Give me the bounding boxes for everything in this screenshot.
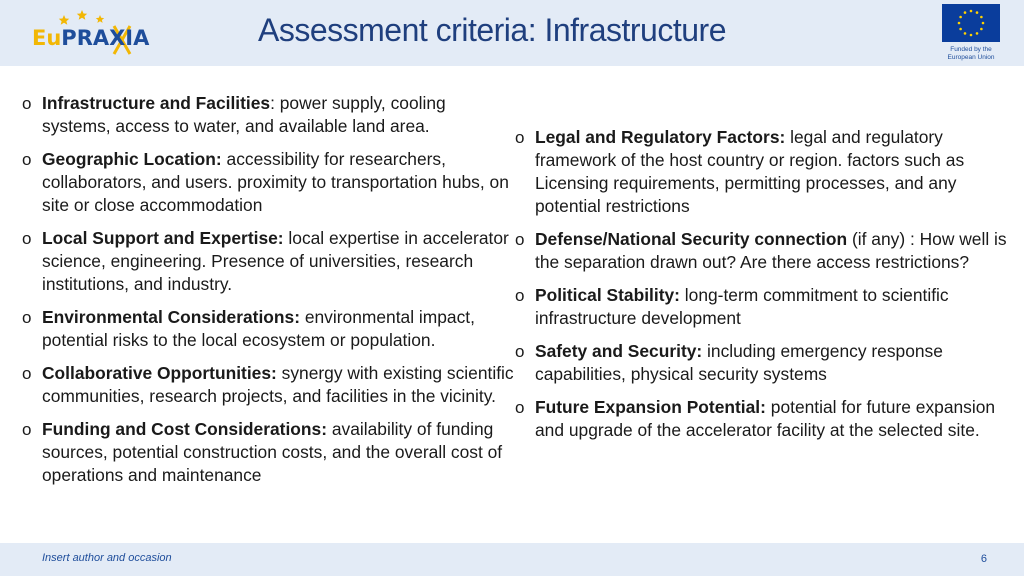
left-criteria-list [22, 92, 517, 487]
eu-star-icon [982, 22, 985, 25]
criteria-item [515, 340, 1015, 386]
eu-star-icon [959, 16, 962, 19]
criteria-item [22, 306, 517, 352]
eu-star-icon [958, 22, 961, 25]
criteria-label: Political Stability: [535, 285, 680, 305]
right-criteria-column [515, 126, 1015, 452]
page-number: 6 [980, 553, 987, 565]
criteria-item [515, 228, 1015, 274]
criteria-item [22, 362, 517, 408]
slide-footer [0, 543, 1024, 576]
criteria-label: Legal and Regulatory Factors: [535, 127, 786, 147]
criteria-description: (if any) : How well is the separation drawn out? Are there access restrictions? [535, 229, 1007, 272]
criteria-item [515, 284, 1015, 330]
eu-star-icon [976, 32, 979, 35]
footer-author-occasion: Insert author and occasion [42, 552, 172, 564]
criteria-description: accessibility for researchers, collaborators, and users. proximity to transportation hubs, on site or close accommodation [42, 149, 509, 215]
criteria-item [515, 126, 1015, 218]
eu-flag-icon [942, 4, 1000, 42]
criteria-description: potential for future expansion and upgrade of the accelerator facility at the selected site. [535, 397, 996, 440]
criteria-description: : power supply, cooling systems, access to water, and available land area. [42, 93, 446, 136]
bullet-marker: o [22, 94, 32, 113]
bullet-marker: o [515, 286, 525, 305]
eupraxia-logo [30, 6, 165, 62]
criteria-label: Collaborative Opportunities: [42, 363, 277, 383]
right-criteria-list [515, 126, 1015, 442]
criteria-item [22, 227, 517, 296]
criteria-description: synergy with existing scientific communities, research projects, and facilities in the vicinity. [42, 363, 514, 406]
eu-star-icon [976, 11, 979, 14]
bullet-marker: o [515, 342, 525, 361]
eu-funding-badge [940, 4, 1002, 64]
eu-star-icon [980, 16, 983, 19]
criteria-description: local expertise in accelerator science, engineering. Presence of universities, research institutions, and industry. [42, 228, 509, 294]
criteria-label: Defense/National Security connection [535, 229, 848, 249]
criteria-description: environmental impact, potential risks to the local ecosystem or population. [42, 307, 475, 350]
criteria-item [22, 92, 517, 138]
eu-star-icon [970, 10, 973, 13]
criteria-label: Safety and Security: [535, 341, 703, 361]
criteria-description: including emergency response capabilities, physical security systems [535, 341, 943, 384]
criteria-label: Geographic Location: [42, 149, 222, 169]
bullet-marker: o [22, 420, 32, 439]
bullet-marker: o [22, 229, 32, 248]
criteria-description: legal and regulatory framework of the host country or region. factors such as Licensing requirements, permitting processes, and any potential restrictions [535, 127, 965, 216]
bullet-marker: o [22, 150, 32, 169]
slide-title: Assessment criteria: Infrastructure [258, 12, 726, 48]
eu-funding-caption: Funded by the European Union [947, 46, 995, 61]
criteria-label: Funding and Cost Considerations: [42, 419, 328, 439]
bullet-marker: o [22, 308, 32, 327]
eu-star-icon [980, 28, 983, 31]
criteria-label: Future Expansion Potential: [535, 397, 766, 417]
bullet-marker: o [515, 230, 525, 249]
eu-star-icon [959, 28, 962, 31]
eu-star-icon [964, 11, 967, 14]
logo-wordmark: EuPRAXIA [32, 26, 150, 50]
eu-star-icon [964, 32, 967, 35]
criteria-item [22, 418, 517, 487]
criteria-label: Local Support and Expertise: [42, 228, 284, 248]
slide-header [0, 0, 1024, 66]
criteria-label: Environmental Considerations: [42, 307, 300, 327]
criteria-item [515, 396, 1015, 442]
criteria-description: availability of funding sources, potential construction costs, and the overall cost of operations and maintenance [42, 419, 503, 485]
bullet-marker: o [22, 364, 32, 383]
bullet-marker: o [515, 398, 525, 417]
bullet-marker: o [515, 128, 525, 147]
eu-star-icon [970, 34, 973, 37]
criteria-label: Infrastructure and Facilities [42, 93, 271, 113]
criteria-item [22, 148, 517, 217]
criteria-description: long-term commitment to scientific infrastructure development [535, 285, 949, 328]
left-criteria-column [22, 92, 517, 497]
